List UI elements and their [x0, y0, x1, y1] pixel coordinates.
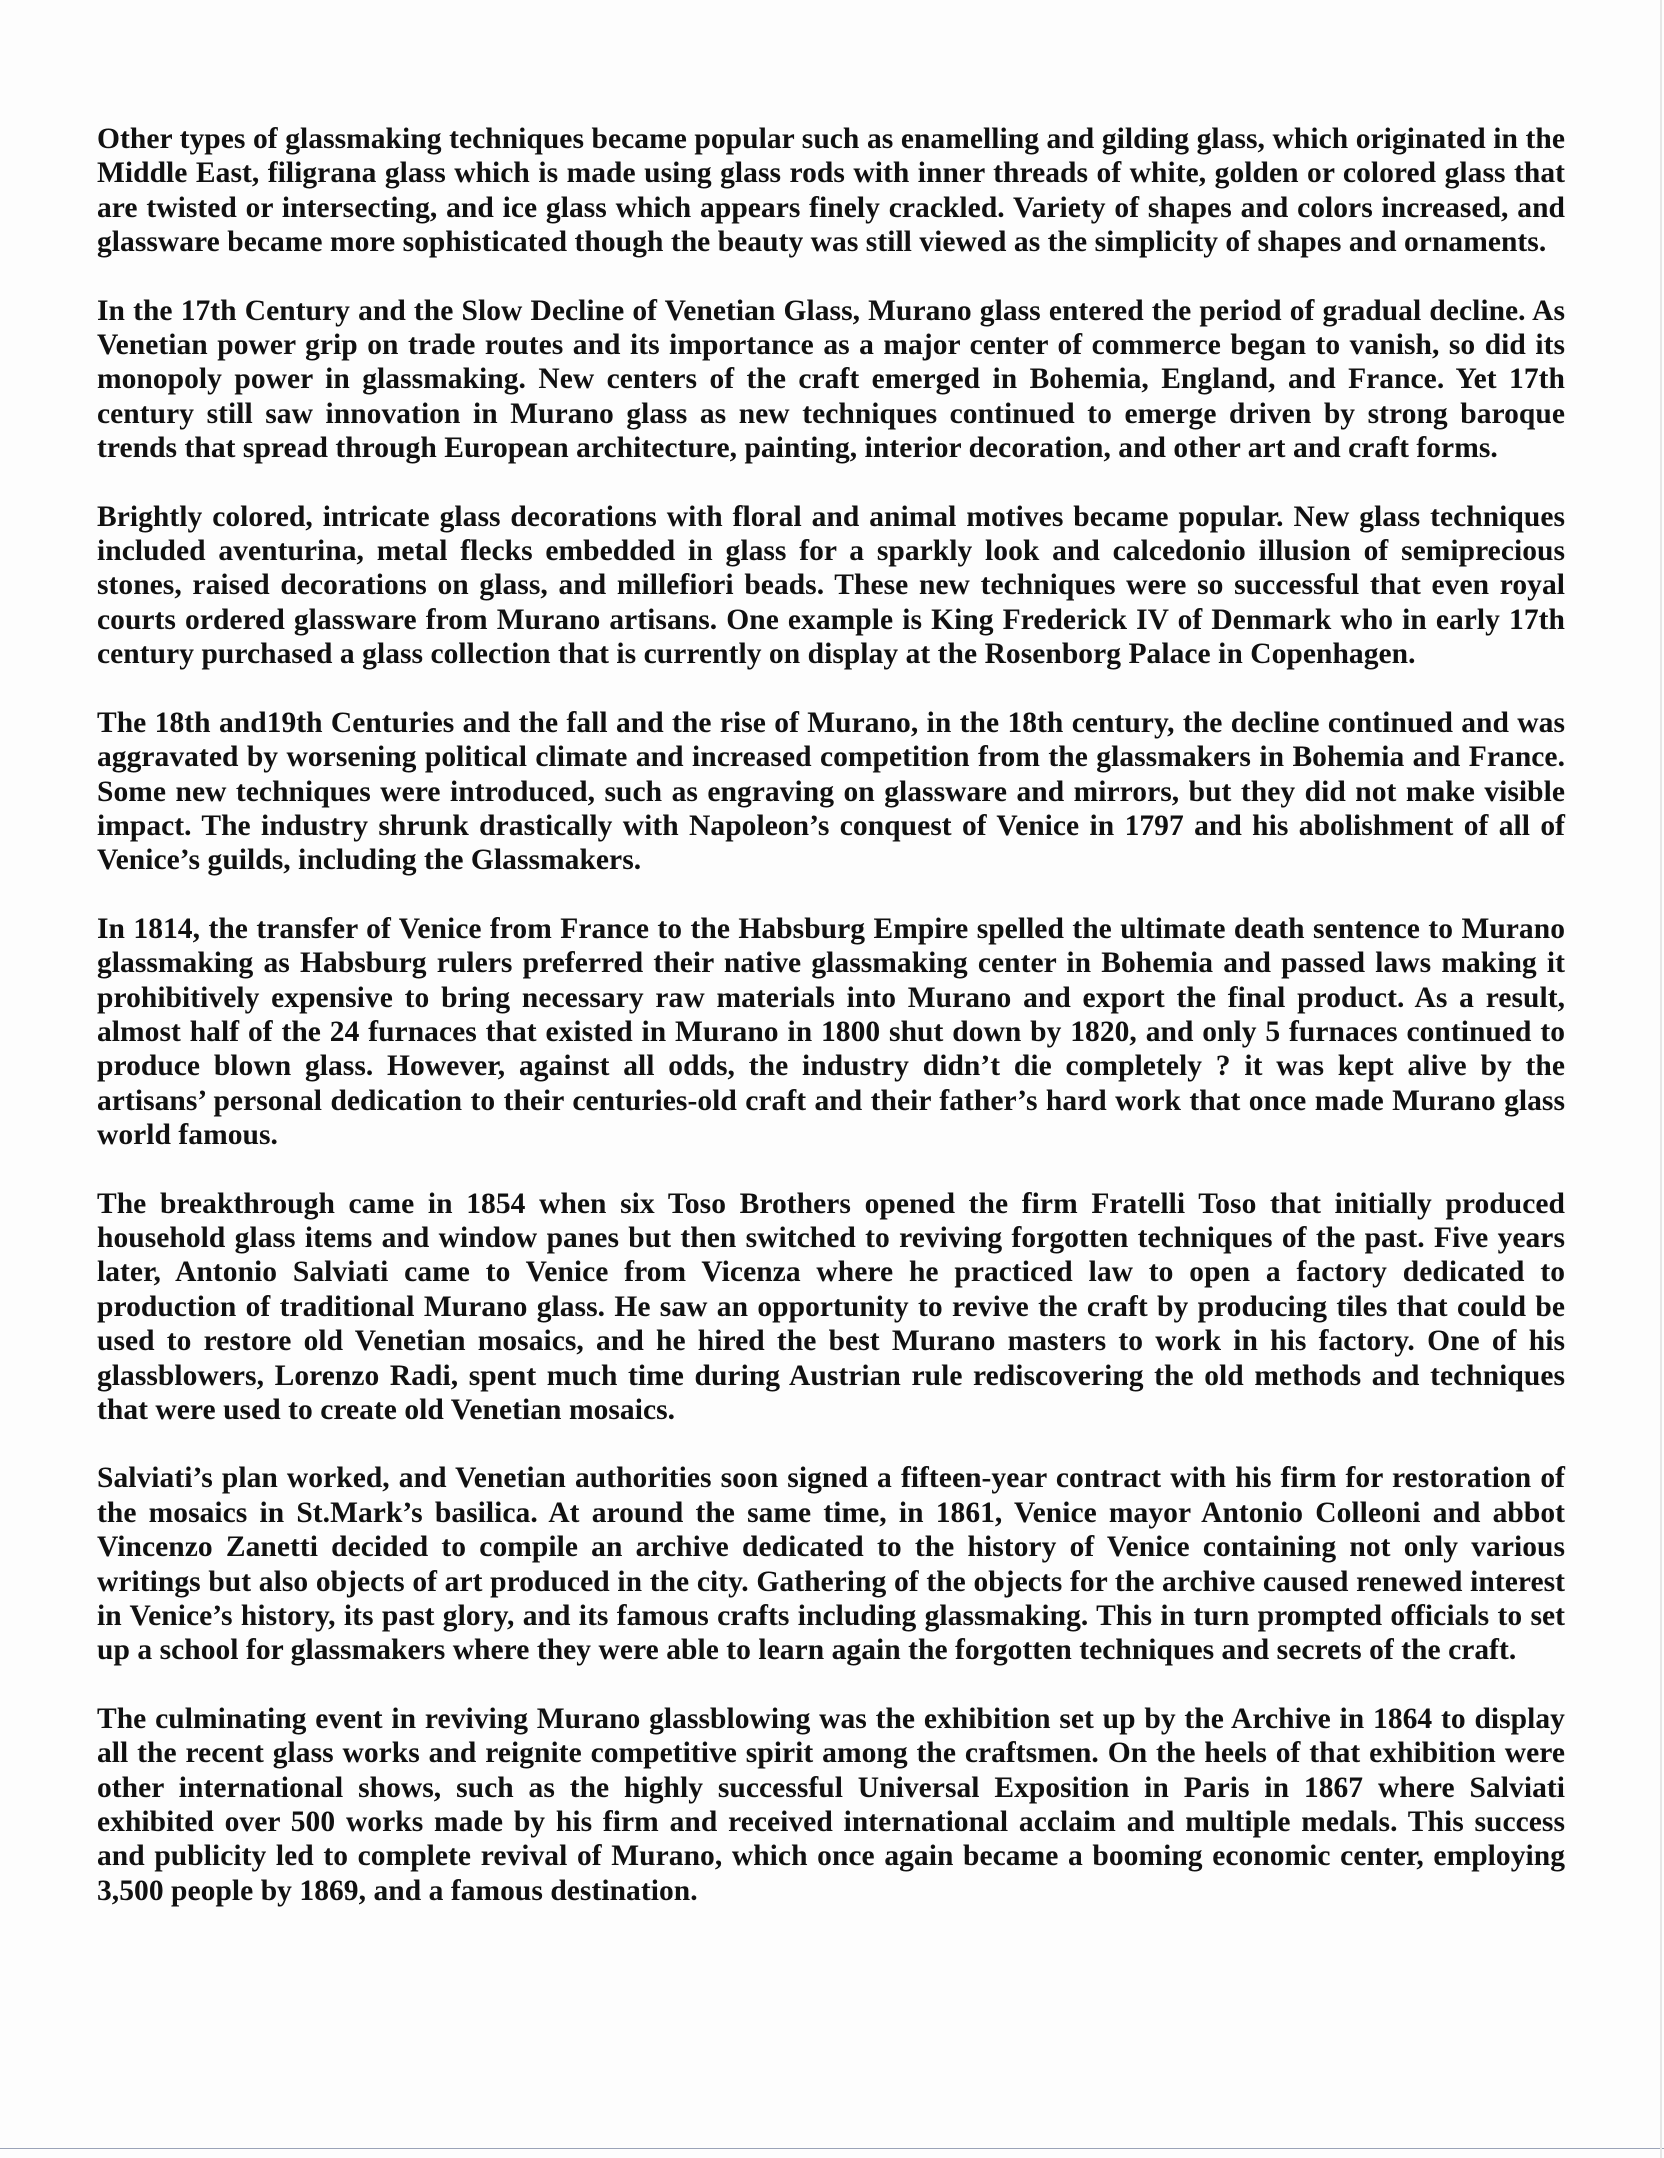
paragraph-salviati-plan: Salviati’s plan worked, and Venetian authorities soon signed a fifteen-year contract with his firm for restoration of the mosaics in St.Mark’s basilica. At around the same time, in 1861, Venice mayor Antonio Colleoni and abbot Vincenzo Zanetti decided to compile an archive dedicated to the history of Venice containing not only various writings but also objects of art produced in the city. Gathering of the objects for the archive caused renewed interest in Venice’s history, its past glory, and its famous crafts including glassmaking. This in turn prompted officials to set up a school for glassmakers where they were able to learn again the forgotten techniques and secrets of the craft. — [97, 1462, 1565, 1667]
paragraph-glass-decorations: Brightly colored, intricate glass decorations with floral and animal motives became popular. New glass techniques included aventurina, metal flecks embedded in glass for a sparkly look and calcedonio illusion of semiprecious stones, raised decorations on glass, and millefiori beads. These new techniques were so successful that even royal courts ordered glassware from Murano artisans. One example is King Frederick IV of Denmark who in early 17th century purchased a glass collection that is currently on display at the Rosenborg Palace in Copenhagen. — [97, 500, 1565, 671]
paragraph-glassmaking-techniques: Other types of glassmaking techniques became popular such as enamelling and gilding glass, which originated in the Middle East, filigrana glass which is made using glass rods with inner threads of white, golden or colored glass that are twisted or intersecting, and ice glass which appears finely crackled. Variety of shapes and colors increased, and glassware became more sophisticated though the beauty was still viewed as the simplicity of shapes and ornaments. — [97, 123, 1565, 259]
paragraph-17th-century-decline: In the 17th Century and the Slow Decline of Venetian Glass, Murano glass entered the period of gradual decline. As Venetian power grip on trade routes and its importance as a major center of commerce began to vanish, so did its monopoly power in glassmaking. New centers of the craft emerged in Bohemia, England, and France. Yet 17th century still saw innovation in Murano glass as new techniques continued to emerge driven by strong baroque trends that spread through European architecture, painting, interior decoration, and other art and craft forms. — [97, 294, 1565, 465]
paragraph-culminating-event: The culminating event in reviving Murano glassblowing was the exhibition set up by the Archive in 1864 to display all the recent glass works and reignite competitive spirit among the craftsmen. On the heels of that exhibition were other international shows, such as the highly successful Universal Exposition in Paris in 1867 where Salviati exhibited over 500 works made by his firm and received international acclaim and multiple medals. This success and publicity led to complete revival of Murano, which once again became a booming economic center, employing 3,500 people by 1869, and a famous destination. — [97, 1702, 1565, 1907]
page-right-edge — [1660, 0, 1662, 2158]
body-text — [97, 122, 1565, 1942]
page-bottom-edge — [0, 2148, 1664, 2149]
paragraph-18th-19th-centuries: The 18th and19th Centuries and the fall and the rise of Murano, in the 18th century, the decline continued and was aggravated by worsening political climate and increased competition from the glassmakers in Bohemia and France. Some new techniques were introduced, such as engraving on glassware and mirrors, but they did not make visible impact. The industry shrunk drastically with Napoleon’s conquest of Venice in 1797 and his abolishment of all of Venice’s guilds, including the Glassmakers. — [97, 706, 1565, 877]
paragraph-toso-brothers: The breakthrough came in 1854 when six Toso Brothers opened the firm Fratelli Toso that initially produced household glass items and window panes but then switched to reviving forgotten techniques of the past. Five years later, Antonio Salviati came to Venice from Vicenza where he practiced law to open a factory dedicated to production of traditional Murano glass. He saw an opportunity to revive the craft by producing tiles that could be used to restore old Venetian mosaics, and he hired the best Murano masters to work in his factory. One of his glassblowers, Lorenzo Radi, spent much time during Austrian rule rediscovering the old methods and techniques that were used to create old Venetian mosaics. — [97, 1187, 1565, 1426]
paragraph-habsburg-rule: In 1814, the transfer of Venice from France to the Habsburg Empire spelled the ultimate death sentence to Murano glassmaking as Habsburg rulers preferred their native glassmaking center in Bohemia and passed laws making it prohibitively expensive to bring necessary raw materials into Murano and export the final product. As a result, almost half of the 24 furnaces that existed in Murano in 1800 shut down by 1820, and only 5 furnaces continued to produce blown glass. However, against all odds, the industry didn’t die completely ? it was kept alive by the artisans’ personal dedication to their centuries-old craft and their father’s hard work that once made Murano glass world famous. — [97, 912, 1565, 1152]
